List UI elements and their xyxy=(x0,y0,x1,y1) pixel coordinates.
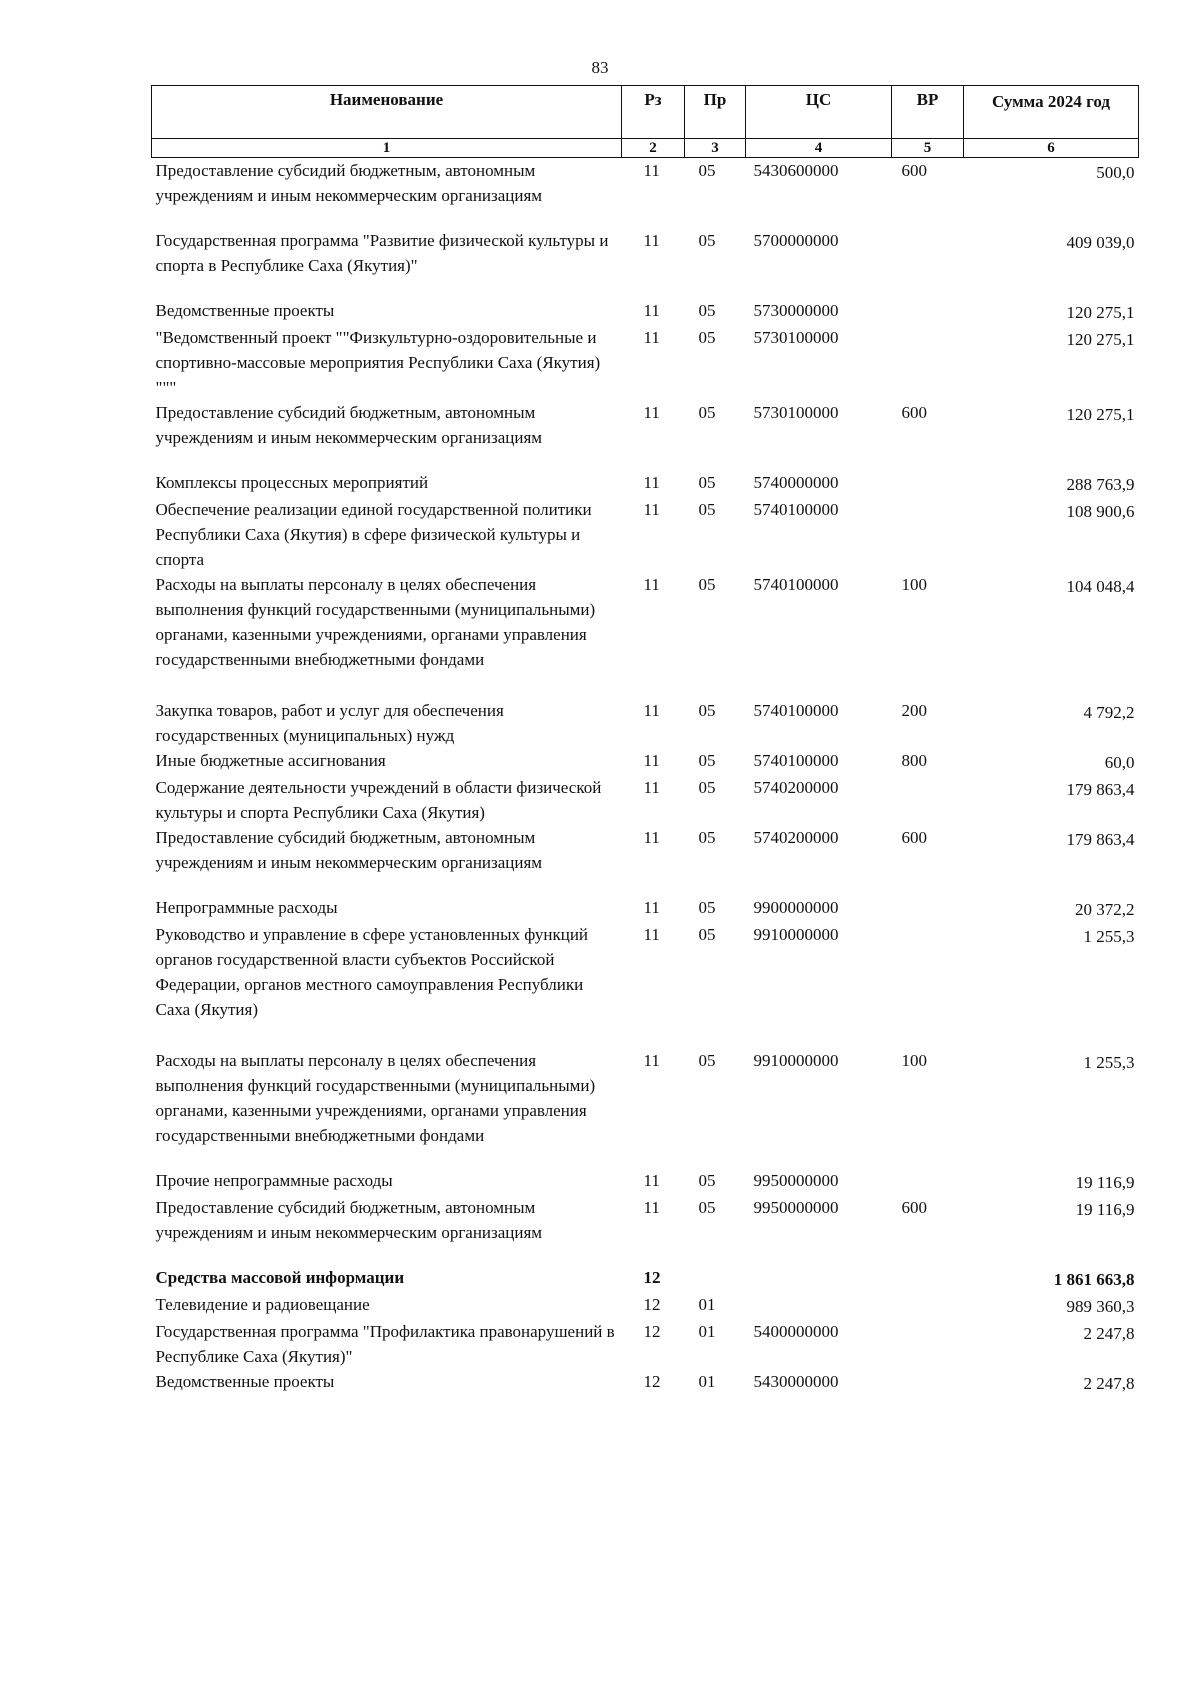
cell-name: Государственная программа "Профилактика правонарушений в Республике Саха (Якутия)" xyxy=(155,1322,615,1366)
cell-vr xyxy=(892,1319,964,1369)
table-row xyxy=(152,325,1139,400)
cell-rz: 11 xyxy=(643,500,660,519)
cell-rz: 11 xyxy=(643,231,660,250)
cell-vr: 600 xyxy=(901,161,927,180)
cell-pr: 05 xyxy=(698,925,716,944)
cell-sum: 19 116,9 xyxy=(1075,1173,1135,1192)
cell-rz: 11 xyxy=(643,925,660,944)
cell-rz: 11 xyxy=(643,751,660,770)
column-number: 5 xyxy=(892,139,964,158)
budget-table-container xyxy=(151,85,1138,1396)
table-row xyxy=(152,470,1139,497)
cell-rz: 11 xyxy=(643,828,660,847)
cell-vr xyxy=(892,470,964,497)
cell-pr: 05 xyxy=(698,828,716,847)
table-row xyxy=(152,400,1139,470)
cell-cs: 5730100000 xyxy=(753,403,839,422)
cell-pr: 05 xyxy=(698,301,716,320)
cell-name: Предоставление субсидий бюджетным, автономным учреждениям и иным некоммерческим организациям xyxy=(155,1198,543,1242)
cell-vr xyxy=(892,775,964,825)
cell-name: Расходы на выплаты персоналу в целях обеспечения выполнения функций государственными (муниципальными) органами, казенными учреждениями, органами управления государственными внебюджетными фондами xyxy=(155,1051,596,1145)
cell-pr: 05 xyxy=(698,231,716,250)
cell-sum: 288 763,9 xyxy=(1066,475,1135,494)
cell-vr: 100 xyxy=(901,575,927,594)
cell-cs xyxy=(746,1265,892,1292)
cell-rz: 12 xyxy=(643,1268,661,1287)
cell-pr: 05 xyxy=(698,500,716,519)
header-name: Наименование xyxy=(152,86,622,139)
cell-name: Государственная программа "Развитие физической культуры и спорта в Республике Саха (Якутия)" xyxy=(155,231,609,275)
cell-cs: 9900000000 xyxy=(753,898,839,917)
cell-sum: 1 255,3 xyxy=(1083,1053,1135,1072)
cell-sum: 19 116,9 xyxy=(1075,1200,1135,1219)
cell-pr xyxy=(685,1265,746,1292)
table-row xyxy=(152,1265,1139,1292)
cell-sum: 2 247,8 xyxy=(1083,1374,1135,1393)
cell-cs: 5740200000 xyxy=(753,778,839,797)
table-row xyxy=(152,825,1139,895)
cell-name: Ведомственные проекты xyxy=(155,301,335,320)
cell-cs: 5740100000 xyxy=(753,751,839,770)
cell-name: Расходы на выплаты персоналу в целях обеспечения выполнения функций государственными (муниципальными) органами, казенными учреждениями, органами управления государственными внебюджетными фондами xyxy=(155,575,596,669)
header-row xyxy=(152,86,1139,139)
column-number: 3 xyxy=(685,139,746,158)
cell-pr: 01 xyxy=(698,1322,716,1341)
cell-sum: 500,0 xyxy=(1096,163,1135,182)
table-row xyxy=(152,158,1139,229)
cell-rz: 11 xyxy=(643,575,660,594)
cell-vr: 600 xyxy=(901,1198,927,1217)
cell-sum: 2 247,8 xyxy=(1083,1324,1135,1343)
cell-cs: 5430600000 xyxy=(753,161,839,180)
cell-name: Прочие непрограммные расходы xyxy=(155,1171,393,1190)
cell-name: Предоставление субсидий бюджетным, автономным учреждениям и иным некоммерческим организациям xyxy=(155,403,543,447)
cell-sum: 409 039,0 xyxy=(1066,233,1135,252)
cell-pr: 05 xyxy=(698,1051,716,1070)
budget-table xyxy=(151,85,1139,1396)
cell-pr: 05 xyxy=(698,473,716,492)
cell-vr: 100 xyxy=(901,1051,927,1070)
cell-sum: 179 863,4 xyxy=(1066,830,1135,849)
cell-rz: 12 xyxy=(643,1322,661,1341)
cell-vr xyxy=(892,1168,964,1195)
header-cs: ЦС xyxy=(746,86,892,139)
table-row xyxy=(152,497,1139,572)
table-row xyxy=(152,1195,1139,1265)
cell-pr: 05 xyxy=(698,1171,716,1190)
cell-vr xyxy=(892,497,964,572)
column-number: 6 xyxy=(964,139,1139,158)
cell-cs: 5400000000 xyxy=(753,1322,839,1341)
cell-cs: 5740200000 xyxy=(753,828,839,847)
cell-rz: 12 xyxy=(643,1295,661,1314)
cell-name: Предоставление субсидий бюджетным, автономным учреждениям и иным некоммерческим организациям xyxy=(155,828,543,872)
cell-name: Обеспечение реализации единой государственной политики Республики Саха (Якутия) в сфере физической культуры и спорта xyxy=(155,500,592,569)
cell-pr: 05 xyxy=(698,161,716,180)
header-pr: Пр xyxy=(685,86,746,139)
cell-name: Руководство и управление в сфере установленных функций органов государственной власти субъектов Российской Федерации, органов местного самоуправления Республики Саха (Якутия) xyxy=(155,925,589,1019)
cell-cs: 5730000000 xyxy=(753,301,839,320)
table-row xyxy=(152,1292,1139,1319)
table-row xyxy=(152,1319,1139,1369)
column-number: 2 xyxy=(622,139,685,158)
table-row xyxy=(152,572,1139,698)
column-number: 4 xyxy=(746,139,892,158)
table-row xyxy=(152,1168,1139,1195)
column-number-row xyxy=(152,139,1139,158)
cell-pr: 01 xyxy=(698,1372,716,1391)
cell-sum: 1 861 663,8 xyxy=(1053,1270,1135,1289)
cell-name: "Ведомственный проект ""Физкультурно-оздоровительные и спортивно-массовые мероприятия Республики Саха (Якутия) """ xyxy=(155,328,601,397)
cell-sum: 1 255,3 xyxy=(1083,927,1135,946)
cell-pr: 05 xyxy=(698,898,716,917)
cell-pr: 05 xyxy=(698,778,716,797)
cell-cs xyxy=(746,1292,892,1319)
cell-rz: 11 xyxy=(643,473,660,492)
cell-cs: 5740100000 xyxy=(753,500,839,519)
table-row xyxy=(152,698,1139,748)
cell-vr: 200 xyxy=(901,701,927,720)
cell-rz: 11 xyxy=(643,301,660,320)
cell-rz: 12 xyxy=(643,1372,661,1391)
cell-vr xyxy=(892,1369,964,1396)
table-row xyxy=(152,298,1139,325)
cell-vr: 600 xyxy=(901,828,927,847)
cell-name: Предоставление субсидий бюджетным, автономным учреждениям и иным некоммерческим организациям xyxy=(155,161,543,205)
cell-cs: 9950000000 xyxy=(753,1171,839,1190)
header-vr: ВР xyxy=(892,86,964,139)
cell-rz: 11 xyxy=(643,161,660,180)
cell-pr: 05 xyxy=(698,403,716,422)
table-row xyxy=(152,228,1139,298)
column-number: 1 xyxy=(152,139,622,158)
cell-name: Закупка товаров, работ и услуг для обеспечения государственных (муниципальных) нужд xyxy=(155,701,504,745)
cell-cs: 5740100000 xyxy=(753,701,839,720)
cell-rz: 11 xyxy=(643,403,660,422)
cell-cs: 5700000000 xyxy=(753,231,839,250)
cell-sum: 179 863,4 xyxy=(1066,780,1135,799)
cell-name: Содержание деятельности учреждений в области физической культуры и спорта Республики Саха (Якутия) xyxy=(155,778,602,822)
cell-name: Средства массовой информации xyxy=(155,1268,405,1287)
cell-rz: 11 xyxy=(643,1051,660,1070)
cell-pr: 05 xyxy=(698,751,716,770)
cell-sum: 120 275,1 xyxy=(1066,330,1135,349)
cell-sum: 120 275,1 xyxy=(1066,405,1135,424)
cell-pr: 05 xyxy=(698,1198,716,1217)
cell-rz: 11 xyxy=(643,1171,660,1190)
cell-name: Непрограммные расходы xyxy=(155,898,338,917)
cell-cs: 5430000000 xyxy=(753,1372,839,1391)
cell-sum: 104 048,4 xyxy=(1066,577,1135,596)
cell-sum: 20 372,2 xyxy=(1075,900,1135,919)
cell-cs: 5730100000 xyxy=(753,328,839,347)
header-sum: Сумма 2024 год xyxy=(964,86,1139,139)
cell-sum: 108 900,6 xyxy=(1066,502,1135,521)
table-row xyxy=(152,1369,1139,1396)
cell-vr xyxy=(892,298,964,325)
cell-sum: 60,0 xyxy=(1104,753,1135,772)
cell-cs: 5740100000 xyxy=(753,575,839,594)
table-row xyxy=(152,895,1139,922)
cell-name: Иные бюджетные ассигнования xyxy=(155,751,386,770)
cell-sum: 120 275,1 xyxy=(1066,303,1135,322)
cell-name: Ведомственные проекты xyxy=(155,1372,335,1391)
cell-pr: 01 xyxy=(698,1295,716,1314)
cell-cs: 9910000000 xyxy=(753,925,839,944)
cell-vr xyxy=(892,325,964,400)
cell-vr xyxy=(892,1292,964,1319)
page-number: 83 xyxy=(591,58,609,77)
cell-rz: 11 xyxy=(643,701,660,720)
cell-vr: 600 xyxy=(901,403,927,422)
table-row xyxy=(152,922,1139,1048)
cell-pr: 05 xyxy=(698,575,716,594)
header-rz: Рз xyxy=(622,86,685,139)
cell-vr xyxy=(892,895,964,922)
cell-cs: 9950000000 xyxy=(753,1198,839,1217)
cell-pr: 05 xyxy=(698,328,716,347)
cell-sum: 989 360,3 xyxy=(1066,1297,1135,1316)
table-row xyxy=(152,1048,1139,1168)
cell-cs: 9910000000 xyxy=(753,1051,839,1070)
cell-rz: 11 xyxy=(643,778,660,797)
cell-sum: 4 792,2 xyxy=(1083,703,1135,722)
table-row xyxy=(152,775,1139,825)
table-row xyxy=(152,748,1139,775)
cell-pr: 05 xyxy=(698,701,716,720)
cell-name: Телевидение и радиовещание xyxy=(155,1295,370,1314)
cell-vr xyxy=(892,228,964,298)
cell-cs: 5740000000 xyxy=(753,473,839,492)
cell-rz: 11 xyxy=(643,898,660,917)
cell-vr xyxy=(892,922,964,1048)
cell-name: Комплексы процессных мероприятий xyxy=(155,473,429,492)
cell-rz: 11 xyxy=(643,1198,660,1217)
cell-vr xyxy=(892,1265,964,1292)
cell-rz: 11 xyxy=(643,328,660,347)
cell-vr: 800 xyxy=(901,751,927,770)
